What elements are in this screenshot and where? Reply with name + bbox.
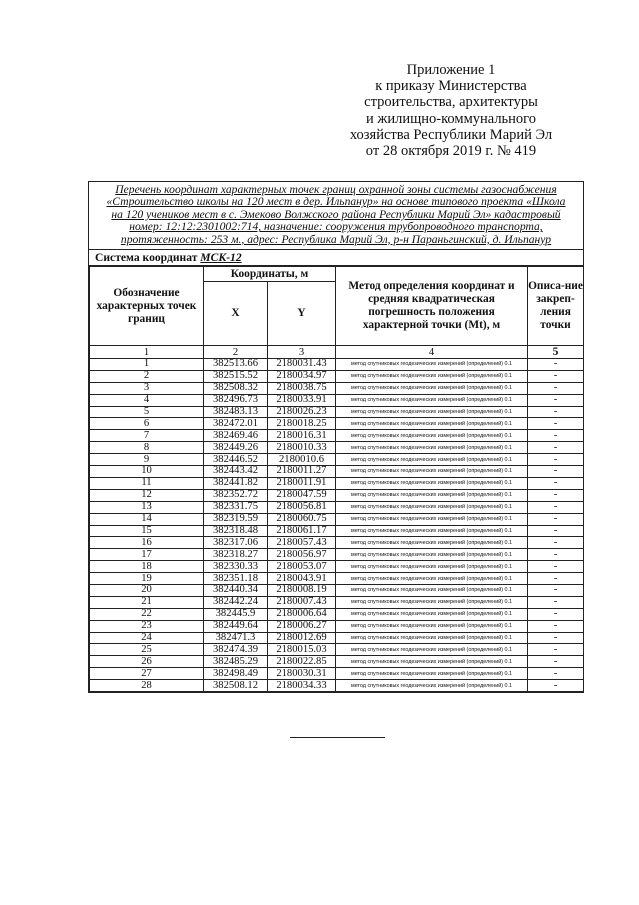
header-coords: Координаты, м [204, 267, 336, 282]
cell-x: 382352.72 [204, 489, 268, 501]
appendix-line: от 28 октября 2019 г. № 419 [365, 143, 537, 160]
cell-m: метод спутниковых геодезических измерений (определений) 0.1 [336, 596, 528, 608]
cell-y: 2180057.43 [268, 537, 336, 549]
cell-y: 2180047.59 [268, 489, 336, 501]
cell-m: метод спутниковых геодезических измерений (определений) 0.1 [336, 359, 528, 371]
table-row [90, 608, 584, 620]
cell-y: 2180012.69 [268, 632, 336, 644]
table-row [90, 359, 584, 371]
appendix-line: хозяйства Республики Марий Эл [349, 126, 553, 143]
cell-x: 382317.06 [204, 537, 268, 549]
table-row [90, 573, 584, 585]
cell-n: 25 [90, 644, 204, 656]
cell-n: 5 [90, 406, 204, 418]
cell-x: 382485.29 [204, 656, 268, 668]
cell-n: 27 [90, 668, 204, 680]
cell-d: - [528, 620, 584, 632]
cell-y: 2180034.33 [268, 680, 336, 692]
table-caption [89, 182, 583, 250]
column-number: 4 [336, 346, 528, 359]
caption-line: номер: 12:12:2301002:714, назначение: сооружения трубопроводного транспорта, [129, 220, 543, 234]
header-description: Описа-ние закреп-ления точки [528, 267, 584, 346]
cell-d: - [528, 454, 584, 466]
cell-d: - [528, 418, 584, 430]
caption-line: Перечень координат характерных точек границ охранной зоны системы газоснабжения [115, 183, 557, 196]
cell-m: метод спутниковых геодезических измерений (определений) 0.1 [336, 632, 528, 644]
cell-y: 2180056.81 [268, 501, 336, 513]
cell-x: 382319.59 [204, 513, 268, 525]
cell-y: 2180060.75 [268, 513, 336, 525]
cell-n: 21 [90, 596, 204, 608]
table-row [90, 584, 584, 596]
cell-d: - [528, 394, 584, 406]
table-row [90, 561, 584, 573]
appendix-line: к приказу Министерства [375, 78, 527, 95]
cell-y: 2180031.43 [268, 359, 336, 371]
appendix-line: Приложение 1 [406, 62, 496, 78]
cell-x: 382446.52 [204, 454, 268, 466]
cell-d: - [528, 680, 584, 692]
cell-n: 28 [90, 680, 204, 692]
cell-d: - [528, 501, 584, 513]
cell-d: - [528, 644, 584, 656]
cell-n: 23 [90, 620, 204, 632]
cell-m: метод спутниковых геодезических измерений (определений) 0.1 [336, 644, 528, 656]
cell-d: - [528, 442, 584, 454]
cell-m: метод спутниковых геодезических измерений (определений) 0.1 [336, 418, 528, 430]
cell-x: 382331.75 [204, 501, 268, 513]
table-row [90, 477, 584, 489]
cell-m: метод спутниковых геодезических измерений (определений) 0.1 [336, 537, 528, 549]
cell-x: 382508.12 [204, 680, 268, 692]
cell-m: метод спутниковых геодезических измерений (определений) 0.1 [336, 561, 528, 573]
cell-n: 3 [90, 382, 204, 394]
table-row [90, 418, 584, 430]
table-row [90, 549, 584, 561]
cell-m: метод спутниковых геодезических измерений (определений) 0.1 [336, 442, 528, 454]
cell-x: 382498.49 [204, 668, 268, 680]
cell-d: - [528, 466, 584, 478]
caption-line: протяженность: 253 м., адрес: Республика Марий Эл, р-н Параньгинский, д. Ильпанур [120, 232, 552, 246]
cell-x: 382351.18 [204, 573, 268, 585]
cell-m: метод спутниковых геодезических измерений (определений) 0.1 [336, 489, 528, 501]
cell-n: 8 [90, 442, 204, 454]
cell-y: 2180043.91 [268, 573, 336, 585]
cell-d: - [528, 584, 584, 596]
cell-y: 2180008.19 [268, 584, 336, 596]
cell-m: метод спутниковых геодезических измерений (определений) 0.1 [336, 513, 528, 525]
cell-n: 12 [90, 489, 204, 501]
table-row [90, 656, 584, 668]
cell-n: 9 [90, 454, 204, 466]
cell-x: 382508.32 [204, 382, 268, 394]
cell-m: метод спутниковых геодезических измерений (определений) 0.1 [336, 430, 528, 442]
cell-n: 16 [90, 537, 204, 549]
table-row [90, 430, 584, 442]
cell-m: метод спутниковых геодезических измерений (определений) 0.1 [336, 454, 528, 466]
cell-y: 2180038.75 [268, 382, 336, 394]
header-method: Метод определения координат и средняя квадратическая погрешность положения характерной точки (Mt), м [336, 267, 528, 346]
cell-y: 2180015.03 [268, 644, 336, 656]
cell-x: 382496.73 [204, 394, 268, 406]
cell-n: 18 [90, 561, 204, 573]
table-row [90, 537, 584, 549]
cell-y: 2180010.6 [268, 454, 336, 466]
cell-n: 4 [90, 394, 204, 406]
table-row [90, 382, 584, 394]
caption-line: «Строительство школы на 120 мест в дер. Ильпанур» на основе типового проекта «Школа [106, 195, 566, 209]
table-row [90, 370, 584, 382]
table-row [90, 501, 584, 513]
cell-y: 2180030.31 [268, 668, 336, 680]
appendix-block [321, 62, 581, 159]
cell-x: 382441.82 [204, 477, 268, 489]
cell-d: - [528, 537, 584, 549]
cell-x: 382330.33 [204, 561, 268, 573]
cell-y: 2180011.27 [268, 466, 336, 478]
table-row [90, 668, 584, 680]
cell-x: 382449.64 [204, 620, 268, 632]
cell-m: метод спутниковых геодезических измерений (определений) 0.1 [336, 549, 528, 561]
cell-x: 382449.26 [204, 442, 268, 454]
cell-d: - [528, 596, 584, 608]
appendix-line: и жилищно-коммунального [365, 110, 537, 127]
cell-n: 2 [90, 370, 204, 382]
cell-d: - [528, 656, 584, 668]
cell-d: - [528, 561, 584, 573]
column-number: 5 [528, 346, 584, 359]
table-row [90, 680, 584, 692]
cell-x: 382469.46 [204, 430, 268, 442]
caption-line: на 120 учеников мест в с. Эмеково Волжского района Республики Марий Эл» кадастровый [111, 207, 561, 221]
table-row [90, 454, 584, 466]
cell-m: метод спутниковых геодезических измерений (определений) 0.1 [336, 668, 528, 680]
table-row [90, 442, 584, 454]
cell-d: - [528, 406, 584, 418]
header-point: Обозначение характерных точек границ [90, 267, 204, 346]
cell-d: - [528, 573, 584, 585]
cell-n: 14 [90, 513, 204, 525]
cell-n: 22 [90, 608, 204, 620]
cell-d: - [528, 549, 584, 561]
cell-x: 382440.34 [204, 584, 268, 596]
cell-y: 2180011.91 [268, 477, 336, 489]
cell-x: 382471.3 [204, 632, 268, 644]
cell-n: 15 [90, 525, 204, 537]
cell-m: метод спутниковых геодезических измерений (определений) 0.1 [336, 656, 528, 668]
cell-x: 382442.24 [204, 596, 268, 608]
cell-d: - [528, 525, 584, 537]
cell-d: - [528, 477, 584, 489]
cell-n: 20 [90, 584, 204, 596]
cell-m: метод спутниковых геодезических измерений (определений) 0.1 [336, 382, 528, 394]
cell-n: 26 [90, 656, 204, 668]
cell-x: 382318.27 [204, 549, 268, 561]
table-row [90, 406, 584, 418]
table-row [90, 620, 584, 632]
cell-d: - [528, 668, 584, 680]
cell-y: 2180010.33 [268, 442, 336, 454]
cell-d: - [528, 430, 584, 442]
cell-y: 2180016.31 [268, 430, 336, 442]
cell-m: метод спутниковых геодезических измерений (определений) 0.1 [336, 525, 528, 537]
cell-n: 10 [90, 466, 204, 478]
cell-n: 24 [90, 632, 204, 644]
cell-x: 382474.39 [204, 644, 268, 656]
cell-m: метод спутниковых геодезических измерений (определений) 0.1 [336, 370, 528, 382]
cell-x: 382472.01 [204, 418, 268, 430]
table-row [90, 632, 584, 644]
cell-m: метод спутниковых геодезических измерений (определений) 0.1 [336, 394, 528, 406]
coordinates-table [89, 266, 584, 692]
cell-y: 2180006.27 [268, 620, 336, 632]
cell-x: 382513.66 [204, 359, 268, 371]
cell-y: 2180061.17 [268, 525, 336, 537]
signature-line [290, 737, 385, 738]
cell-n: 17 [90, 549, 204, 561]
table-row [90, 525, 584, 537]
cell-m: метод спутниковых геодезических измерений (определений) 0.1 [336, 608, 528, 620]
cell-n: 6 [90, 418, 204, 430]
cell-n: 1 [90, 359, 204, 371]
column-number: 2 [204, 346, 268, 359]
cell-d: - [528, 359, 584, 371]
table-row [90, 466, 584, 478]
cell-x: 382515.52 [204, 370, 268, 382]
cell-m: метод спутниковых геодезических измерений (определений) 0.1 [336, 406, 528, 418]
table-row [90, 596, 584, 608]
cell-n: 13 [90, 501, 204, 513]
cell-y: 2180007.43 [268, 596, 336, 608]
cell-y: 2180022.85 [268, 656, 336, 668]
cell-d: - [528, 632, 584, 644]
cell-x: 382318.48 [204, 525, 268, 537]
column-number: 1 [90, 346, 204, 359]
cell-x: 382443.42 [204, 466, 268, 478]
table-row [90, 489, 584, 501]
cell-y: 2180034.97 [268, 370, 336, 382]
cell-m: метод спутниковых геодезических измерений (определений) 0.1 [336, 466, 528, 478]
table-row [90, 644, 584, 656]
header-x: X [204, 282, 268, 346]
cell-y: 2180056.97 [268, 549, 336, 561]
table-row [90, 394, 584, 406]
cell-n: 11 [90, 477, 204, 489]
header-y: Y [268, 282, 336, 346]
cell-n: 7 [90, 430, 204, 442]
cell-m: метод спутниковых геодезических измерений (определений) 0.1 [336, 501, 528, 513]
cell-m: метод спутниковых геодезических измерений (определений) 0.1 [336, 680, 528, 692]
coordinate-system-label: Система координат [95, 251, 198, 265]
cell-y: 2180033.91 [268, 394, 336, 406]
cell-n: 19 [90, 573, 204, 585]
table-body [90, 359, 584, 692]
cell-m: метод спутниковых геодезических измерений (определений) 0.1 [336, 584, 528, 596]
cell-d: - [528, 489, 584, 501]
cell-d: - [528, 608, 584, 620]
cell-y: 2180053.07 [268, 561, 336, 573]
coordinate-system-value: МСК-12 [200, 251, 242, 265]
appendix-line: строительства, архитектуры [364, 94, 538, 111]
cell-d: - [528, 382, 584, 394]
cell-m: метод спутниковых геодезических измерений (определений) 0.1 [336, 620, 528, 632]
table-row [90, 513, 584, 525]
cell-y: 2180026.23 [268, 406, 336, 418]
cell-x: 382483.13 [204, 406, 268, 418]
cell-y: 2180018.25 [268, 418, 336, 430]
cell-d: - [528, 513, 584, 525]
cell-x: 382445.9 [204, 608, 268, 620]
cell-m: метод спутниковых геодезических измерений (определений) 0.1 [336, 477, 528, 489]
coordinate-system [89, 250, 583, 266]
coordinates-document [88, 181, 584, 693]
column-number: 3 [268, 346, 336, 359]
cell-m: метод спутниковых геодезических измерений (определений) 0.1 [336, 573, 528, 585]
cell-y: 2180006.64 [268, 608, 336, 620]
cell-d: - [528, 370, 584, 382]
